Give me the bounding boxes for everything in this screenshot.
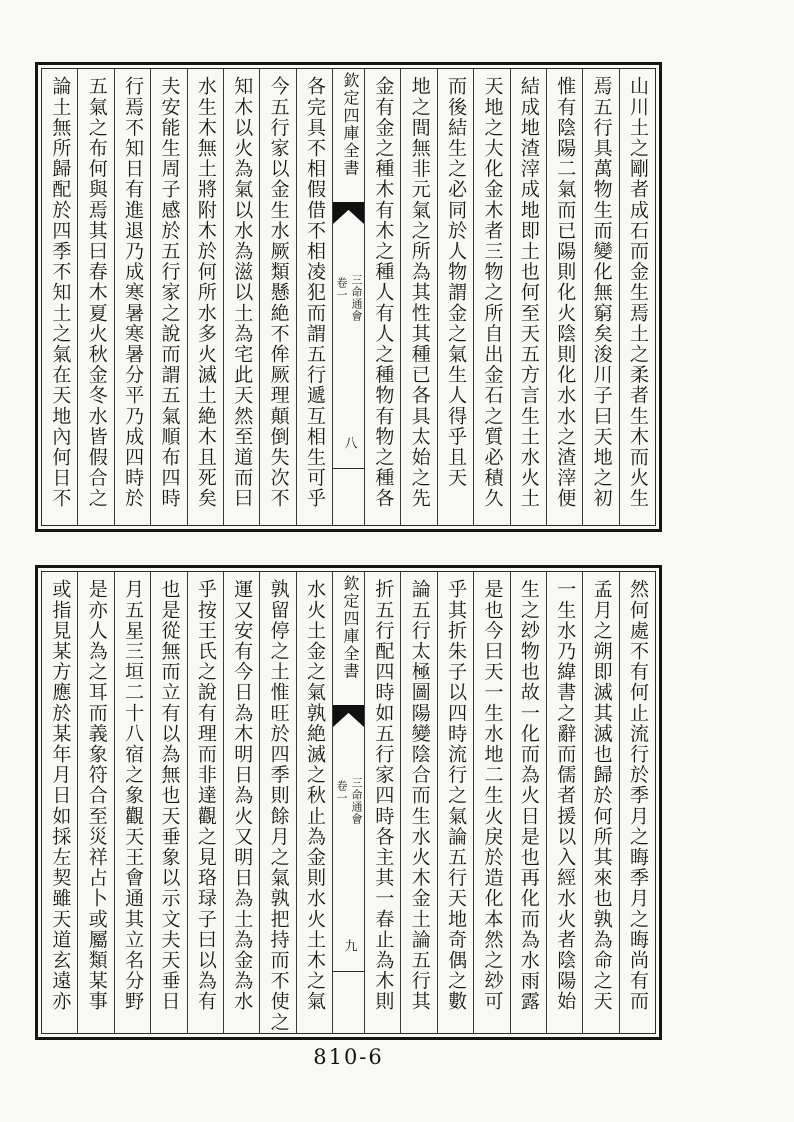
bottom-column-3: 一生水乃緯書之辭而儒者援以入經水火者陰陽始: [547, 572, 583, 1033]
volume-label: 卷一: [335, 277, 348, 301]
leaf-number: 八: [341, 436, 357, 449]
top-column-14: 行焉不知日有進退乃成寒暑寒暑分平乃成四時於: [115, 69, 151, 525]
bottom-banxin-column: [333, 572, 365, 1033]
bottom-column-16: 或指見某方應於某年月日如採左契雖天道玄遠亦: [42, 572, 78, 1033]
bottom-column-13: 也是從無而立有以為無也天垂象以示文夫天垂日: [151, 572, 187, 1033]
banxin-mid: [333, 777, 364, 857]
fishtail-mark-icon: [333, 202, 364, 224]
bottom-column-6: 乎其折朱子以四時流行之氣論五行天地奇偶之數: [438, 572, 474, 1033]
volume-label: 卷一: [335, 780, 348, 804]
bottom-column-9: 水火土金之氣孰絶滅之秋止為金則水火土木之氣: [297, 572, 333, 1033]
top-column-9: 各完具不相假借不相凌犯而謂五行遞互相生可乎: [297, 69, 333, 525]
top-banxin-column: [333, 69, 365, 525]
bottom-text-block: [35, 565, 662, 1040]
bottom-column-5: 是也今曰天一生水地二生火戾於造化本然之玅可: [474, 572, 510, 1033]
bottom-column-10: 孰留停之土惟旺於四季則餘月之氣孰把持而不使之: [260, 572, 296, 1033]
top-column-3: 惟有陰陽二氣而已陽則化火陰則化水水之渣滓便: [547, 69, 583, 525]
banxin-mid: [333, 274, 364, 354]
fishtail-mark-icon: [333, 705, 364, 727]
bottom-column-15: 是亦人為之耳而義象符合至災祥占卜或屬類某事: [78, 572, 114, 1033]
top-column-12: 水生木無土將附木於何所水多火滅土絶木且死矣: [188, 69, 224, 525]
bottom-column-12: 乎按王氏之說有理而非達觀之見珞琭子曰以為有: [188, 572, 224, 1033]
top-column-16: 論土無所歸配於四季不知土之氣在天地內何日不: [42, 69, 78, 525]
leaf-number: 九: [341, 939, 357, 952]
top-column-4: 結成地渣滓成地即土也何至天五方言生土水火土: [511, 69, 547, 525]
book-title: 三命通會: [350, 777, 363, 825]
top-column-15: 五氣之布何與焉其曰春木夏火秋金冬水皆假合之: [78, 69, 114, 525]
top-column-7: 地之間無非元氣之所為其性其種已各具太始之先: [401, 69, 437, 525]
top-column-5: 天地之大化金木者三物之所自出金石之質必積久: [474, 69, 510, 525]
bottom-column-7: 論五行太極圖陽變陰合而生水火木金土論五行其: [401, 572, 437, 1033]
bottom-column-2: 孟月之朔即滅其滅也歸於何所其來也孰為命之天: [583, 572, 619, 1033]
series-title: 欽定四庫全書: [341, 575, 360, 680]
bottom-column-11: 運又安有今日為木明日為火又明日為土為金為水: [224, 572, 260, 1033]
bottom-column-4: 生之玅物也故一化而為火日是也再化而為水雨露: [511, 572, 547, 1033]
top-column-10: 今五行家以金生水厥類懸絶不侔厥理顛倒失次不: [260, 69, 296, 525]
banxin-rule: [333, 971, 364, 972]
top-column-2: 焉五行具萬物生而變化無窮矣浚川子曰天地之初: [583, 69, 619, 525]
banxin-rule: [333, 468, 364, 469]
bottom-block-frame: [41, 571, 656, 1034]
top-column-6: 而後結生之必同於人物謂金之氣生人得乎且天: [438, 69, 474, 525]
top-column-11: 知木以火為氣以水為滋以土為宅此天然至道而曰: [224, 69, 260, 525]
bottom-column-1: 然何處不有何止流行於季月之晦季月之晦尚有而: [627, 579, 649, 1012]
top-column-13: 夫安能生周子感於五行家之說而謂五氣順布四時: [151, 69, 187, 525]
top-text-block: [35, 62, 662, 532]
top-block-frame: [41, 68, 656, 526]
folio-number: 810-6: [313, 1045, 384, 1069]
top-column-1: 山川土之剛者成石而金生焉土之柔者生木而火生: [627, 76, 649, 509]
series-title: 欽定四庫全書: [341, 72, 360, 177]
book-title: 三命通會: [350, 274, 363, 322]
top-column-8: 金有金之種木有木之種人有人之種物有物之種各: [365, 69, 401, 525]
bottom-column-8: 折五行配四時如五行家四時各主其一春止為木則: [365, 572, 401, 1033]
bottom-column-14: 月五星三垣二十八宿之象觀天王會通其立名分野: [115, 572, 151, 1033]
